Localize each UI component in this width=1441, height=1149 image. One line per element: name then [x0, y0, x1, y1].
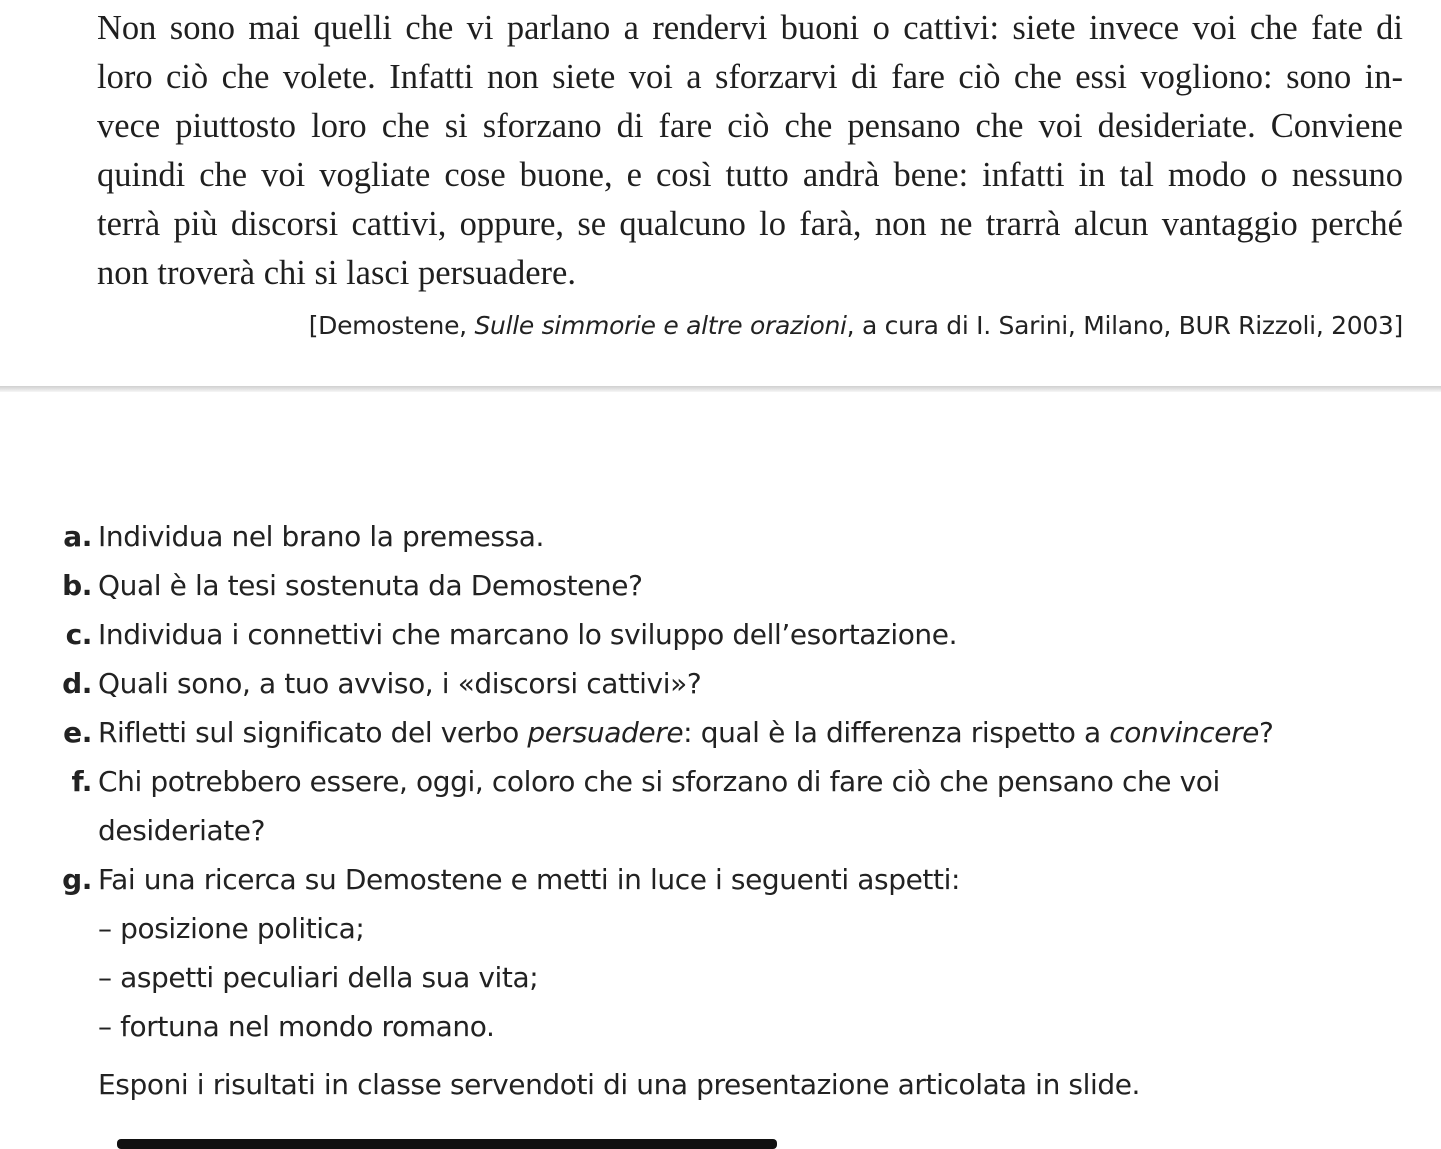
question-letter: f. [71, 765, 92, 798]
passage-line: terrà più discorsi cattivi, oppure, se qualcuno lo farà, non ne trarrà alcun vantaggio perché [97, 205, 1403, 243]
term-convincere: convincere [1109, 716, 1260, 749]
citation-details: , a cura di I. Sarini, Milano, BUR Rizzoli, 2003] [846, 311, 1403, 340]
passage-line: loro ciò che volete. Infatti non siete voi a sforzarvi di fare ciò che essi vogliono: sono in- [97, 58, 1403, 96]
question-text [98, 708, 1416, 757]
question-list [56, 512, 1416, 1051]
question-letter: a. [63, 520, 92, 553]
question-f [56, 757, 1416, 855]
passage-line: vece piuttosto loro che si sforzano di fare ciò che pensano che voi desideriate. Conviene [97, 107, 1403, 145]
question-a [56, 512, 1416, 561]
section-divider [0, 386, 1441, 392]
passage-line: quindi che voi vogliate cose buone, e così tutto andrà bene: infatti in tal modo o nessuno [97, 156, 1403, 194]
citation [309, 306, 1403, 346]
question-text: Individua nel brano la premessa. [98, 520, 545, 553]
citation-author: [Demostene, [308, 311, 475, 340]
question-text-line: Chi potrebbero essere, oggi, coloro che si sforzano di fare ciò che pensano che voi [98, 765, 1220, 798]
passage-text [97, 4, 1403, 298]
question-text-part: ? [1259, 716, 1274, 749]
aspect-list-item: – fortuna nel mondo romano. [98, 1010, 495, 1043]
question-text: Individua i connettivi che marcano lo sviluppo dell’esortazione. [98, 618, 958, 651]
question-text: Qual è la tesi sostenuta da Demostene? [98, 569, 643, 602]
question-letter: g. [62, 863, 92, 896]
question-text-part: Rifletti sul significato del verbo [98, 716, 528, 749]
question-g [56, 855, 1416, 904]
question-text-part: : qual è la differenza rispetto a [683, 716, 1110, 749]
question-text-line: desideriate? [98, 814, 266, 847]
closing-instruction: Esponi i risultati in classe servendoti di una presentazione articolata in slide. [98, 1068, 1141, 1101]
bottom-bar [117, 1139, 777, 1149]
question-letter: e. [63, 716, 92, 749]
aspect-list-item: – posizione politica; [98, 912, 365, 945]
passage-line: non troverà chi si lasci persuadere. [97, 254, 576, 292]
question-letter: c. [65, 618, 92, 651]
term-persuadere: persuadere [527, 716, 684, 749]
question-c [56, 610, 1416, 659]
question-letter: d. [62, 667, 92, 700]
question-text: Fai una ricerca su Demostene e metti in luce i seguenti aspetti: [98, 863, 960, 896]
aspect-list-item: – aspetti peculiari della sua vita; [98, 961, 539, 994]
question-text: Quali sono, a tuo avviso, i «discorsi cattivi»? [98, 667, 702, 700]
citation-title: Sulle simmorie e altre orazioni [474, 311, 847, 340]
question-d [56, 659, 1416, 708]
passage-line: Non sono mai quelli che vi parlano a rendervi buoni o cattivi: siete invece voi che fate di [97, 9, 1403, 47]
question-e [56, 708, 1416, 757]
question-letter: b. [62, 569, 92, 602]
question-b [56, 561, 1416, 610]
